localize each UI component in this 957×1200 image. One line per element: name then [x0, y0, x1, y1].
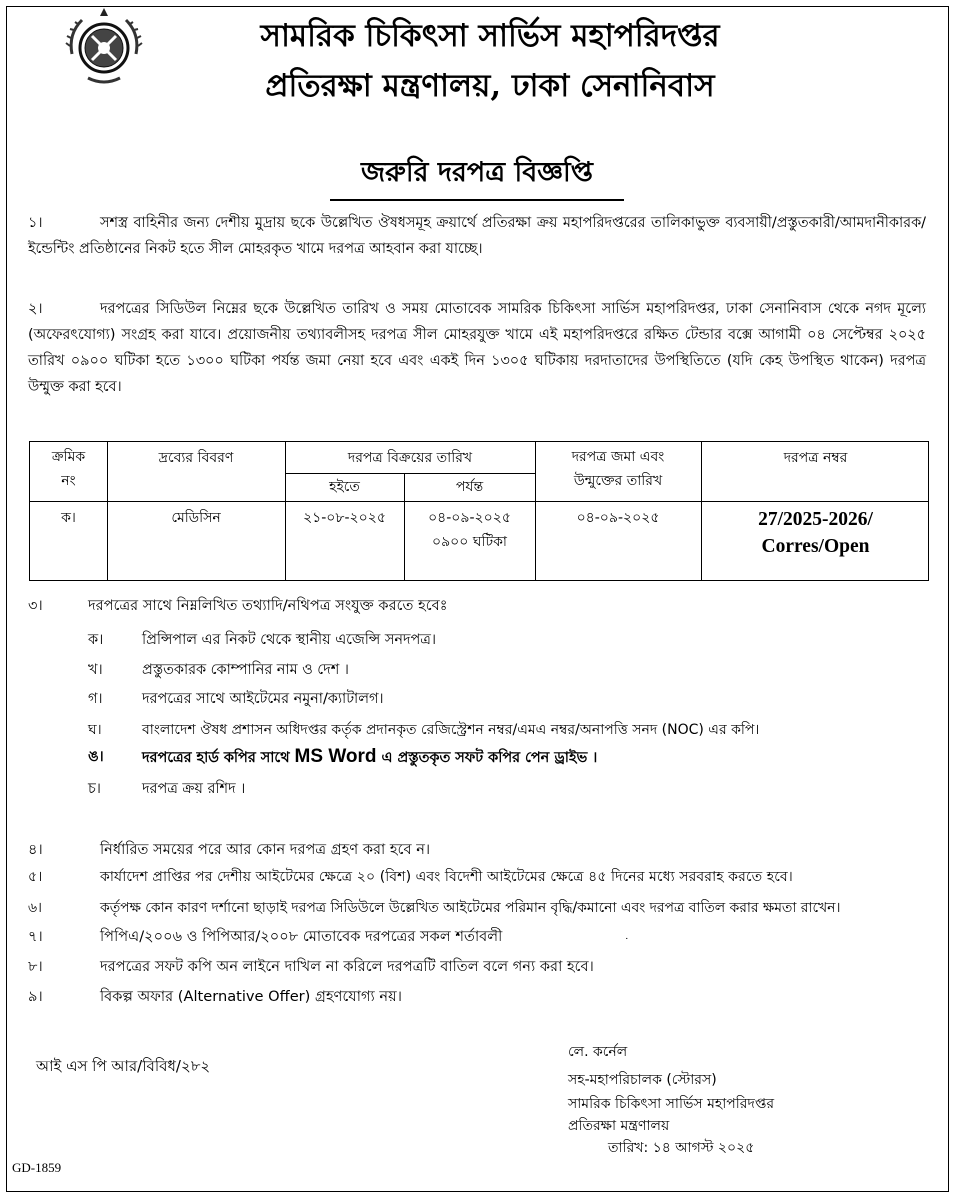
paragraph-number: ২। [28, 301, 43, 317]
header-submit-date: দরপত্র জমা এবং উন্মুক্তের তারিখ [571, 449, 665, 489]
row-serial: ক। [61, 510, 76, 526]
signature-org: সামরিক চিকিৎসা সার্ভিস মহাপরিদপ্তর [568, 1096, 775, 1112]
header-tender-no: দরপত্র নম্বর [783, 450, 848, 466]
paragraph-text: থেকে নগদ মূল্যে (অফেরৎযোগ্য) সংগ্রহ করা যাবে। প্রয়োজনীয় তথ্যাবলীসহ দরপত্র সীল মোহরযুক্ত খামে এই মহাপরিদপ্তরে রক্ষিত টেন্ডার বক্সে আগামী ০৪ সেপ্টেম্বর ২০২৫ তারিখ ০৯০০ ঘটিকা হতে ১৩০০ ঘটিকা পর্যন্ত জমা নেয়া হবে এবং একই দিন ১৩০৫ ঘটিকায় দরদাতাদের উপস্থিতিতে (যদি কেহ উপস্থিত থাকেন) দরপত্র উম্মুক্ত করা হবে। [28, 301, 926, 395]
row-to: ০৪-০৯-২০২৫ ০৯০০ ঘটিকা [428, 510, 511, 550]
row-item: মেডিসিন [171, 510, 221, 526]
org-title: সামরিক চিকিৎসা সার্ভিস মহাপরিদপ্তর [260, 18, 720, 54]
notice-title: জরুরি দরপত্র বিজ্ঞপ্তি [330, 152, 624, 201]
paragraph-text: ব্যবসায়ী/প্রস্তুতকারী/আমদানীকারক/ইন্ডেন্টিং প্রতিষ্ঠানের নিকট হতে সীল মোহরকৃত খামে দরপত্র আহবান করা যাচ্ছে। [28, 215, 926, 257]
footer-code: GD-1859 [12, 1160, 62, 1175]
header-to: পর্যন্ত [455, 479, 484, 495]
paragraph-text: সশস্ত্র বাহিনীর জন্য দেশীয় মুদ্রায় ছকে উল্লেখিত ঔষধসমূহ ক্রয়ার্থে প্রতিরক্ষা ক্রয় মহাপরিদপ্তরের তালিকাভুক্ত [100, 215, 720, 231]
tender-table [29, 441, 929, 581]
reference-number: আই এস পি আর/বিবিধ/২৮২ [36, 1057, 211, 1075]
stray-mark: ˙ [624, 936, 630, 949]
paragraph-number: ১। [28, 215, 43, 231]
table-divider [285, 473, 535, 474]
row-submit: ০৪-০৯-২০২৫ [576, 510, 660, 526]
emblem-icon [62, 4, 146, 88]
table-divider [30, 501, 928, 502]
header-item: দ্রব্যের বিবরণ [158, 450, 234, 466]
row-tender-no: 27/2025-2026/ Corres/Open [758, 509, 873, 557]
signature-title: সহ-মহাপরিচালক (স্টোরস) [568, 1072, 717, 1088]
paragraph-2 [28, 296, 926, 400]
row-from: ২১-০৮-২০২৫ [303, 510, 386, 526]
signature-rank: লে. কর্নেল [568, 1044, 628, 1060]
paragraph-1 [28, 210, 926, 262]
signature-date: তারিখ: ১৪ আগস্ট ২০২৫ [608, 1140, 755, 1156]
paragraph-text: দরপত্রের সিডিউল নিম্নের ছকে উল্লেখিত তারিখ ও সময় মোতাবেক সামরিক চিকিৎসা সার্ভিস মহাপরিদপ্তর, ঢাকা সেনানিবাস [100, 301, 822, 317]
header-from: হইতে [329, 479, 360, 495]
header-sale-date: দরপত্র বিক্রয়ের তারিখ [347, 450, 473, 466]
signature-ministry: প্রতিরক্ষা মন্ত্রণালয় [568, 1118, 670, 1134]
ministry-title: প্রতিরক্ষা মন্ত্রণালয়, ঢাকা সেনানিবাস [265, 68, 715, 104]
header-serial: ক্রমিক নং [51, 449, 86, 489]
